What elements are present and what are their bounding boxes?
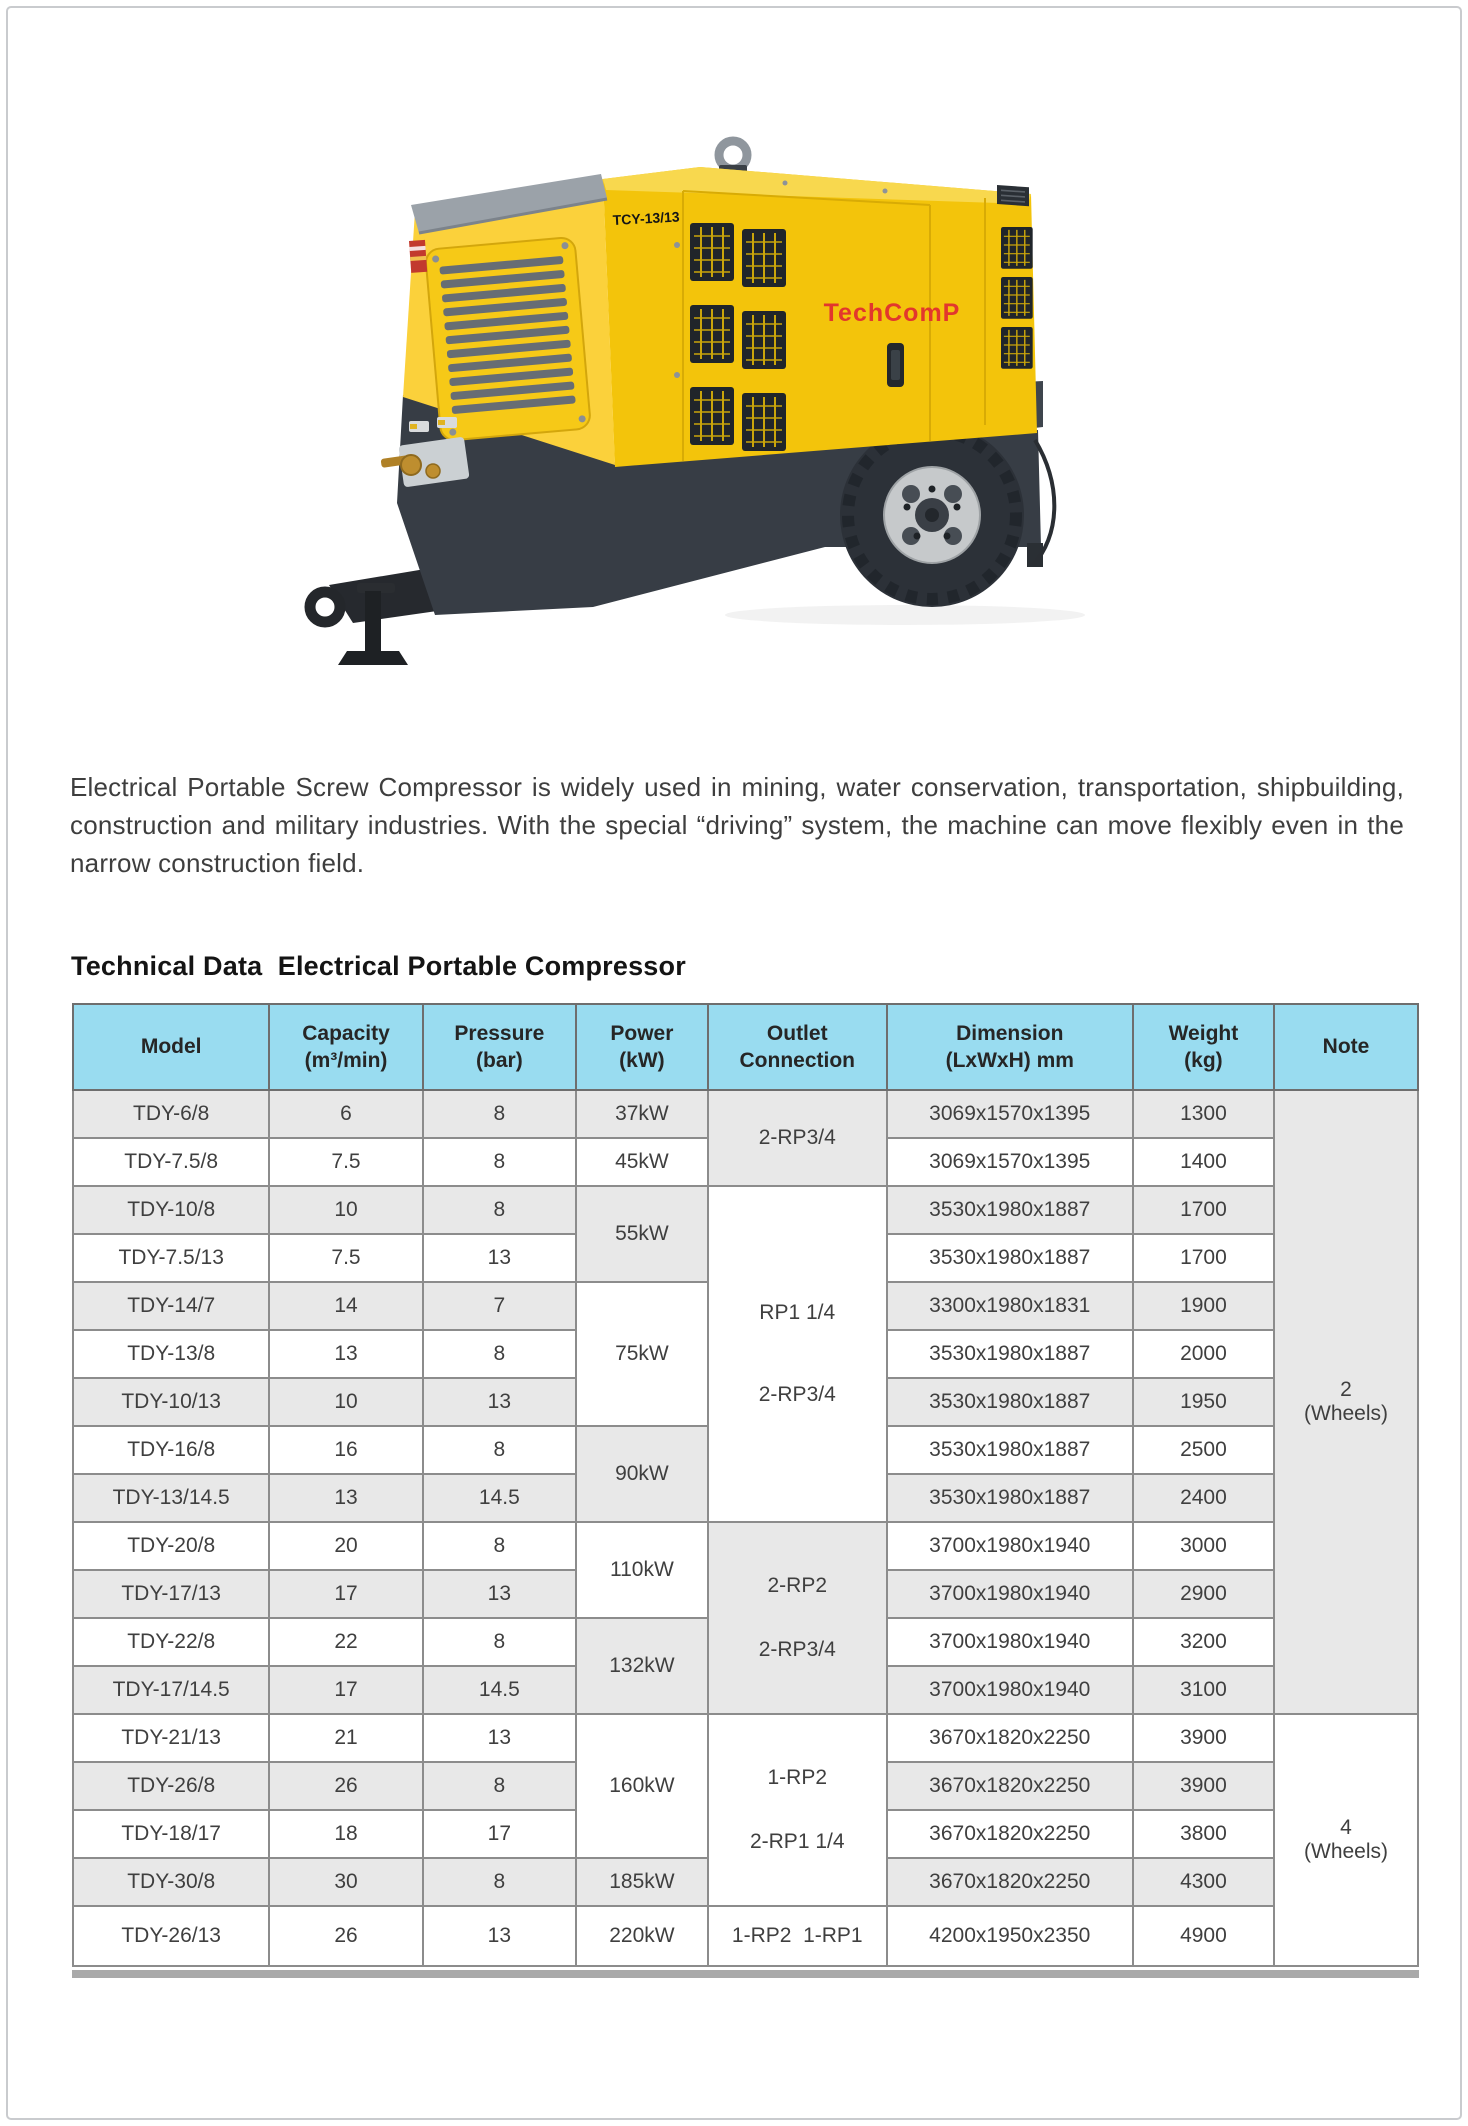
table-bottom-bar	[72, 1970, 1419, 1978]
col-header-note: Note	[1274, 1004, 1418, 1090]
cell-capacity: 6	[269, 1090, 422, 1138]
cell-capacity: 16	[269, 1426, 422, 1474]
cell-power: 110kW	[576, 1522, 708, 1618]
cell-capacity: 26	[269, 1762, 422, 1810]
cell-weight: 4900	[1133, 1906, 1274, 1966]
cell-model: TDY-26/13	[73, 1906, 269, 1966]
cell-capacity: 14	[269, 1282, 422, 1330]
cell-capacity: 17	[269, 1570, 422, 1618]
cell-power: 37kW	[576, 1090, 708, 1138]
cell-pressure: 14.5	[423, 1474, 576, 1522]
cell-capacity: 13	[269, 1474, 422, 1522]
cell-capacity: 17	[269, 1666, 422, 1714]
cell-power: 185kW	[576, 1858, 708, 1906]
cell-dimension: 3670x1820x2250	[887, 1810, 1133, 1858]
cell-power: 90kW	[576, 1426, 708, 1522]
col-header-pressure: Pressure (bar)	[423, 1004, 576, 1090]
cell-capacity: 18	[269, 1810, 422, 1858]
cell-dimension: 3530x1980x1887	[887, 1186, 1133, 1234]
front-outlet-valves	[381, 417, 470, 487]
cell-pressure: 13	[423, 1234, 576, 1282]
cell-power: 75kW	[576, 1282, 708, 1426]
cell-weight: 1400	[1133, 1138, 1274, 1186]
cell-model: TDY-7.5/13	[73, 1234, 269, 1282]
table-row	[73, 1714, 1418, 1762]
ground-shadow	[725, 605, 1085, 625]
cell-model: TDY-10/13	[73, 1378, 269, 1426]
spec-table-head	[73, 1004, 1418, 1090]
cell-model: TDY-16/8	[73, 1426, 269, 1474]
cell-model: TDY-22/8	[73, 1618, 269, 1666]
cell-weight: 2500	[1133, 1426, 1274, 1474]
cell-weight: 3000	[1133, 1522, 1274, 1570]
cell-capacity: 13	[269, 1330, 422, 1378]
cell-pressure: 8	[423, 1618, 576, 1666]
cell-dimension: 3700x1980x1940	[887, 1522, 1133, 1570]
header-row	[73, 1004, 1418, 1090]
table-row	[73, 1090, 1418, 1138]
cell-weight: 3200	[1133, 1618, 1274, 1666]
roof-grille	[997, 185, 1029, 206]
cell-model: TDY-17/13	[73, 1570, 269, 1618]
cell-pressure: 8	[423, 1858, 576, 1906]
cell-pressure: 8	[423, 1762, 576, 1810]
cell-capacity: 10	[269, 1378, 422, 1426]
model-marking-text: TCY-13/13	[612, 208, 681, 228]
cell-dimension: 3670x1820x2250	[887, 1858, 1133, 1906]
cell-model: TDY-14/7	[73, 1282, 269, 1330]
col-header-power: Power (kW)	[576, 1004, 708, 1090]
cell-weight: 1950	[1133, 1378, 1274, 1426]
cell-pressure: 8	[423, 1090, 576, 1138]
cell-dimension: 3670x1820x2250	[887, 1762, 1133, 1810]
cell-capacity: 22	[269, 1618, 422, 1666]
compressor-product-image	[285, 95, 1085, 670]
cell-model: TDY-20/8	[73, 1522, 269, 1570]
cell-dimension: 3530x1980x1887	[887, 1234, 1133, 1282]
cell-weight: 3800	[1133, 1810, 1274, 1858]
table-row	[73, 1522, 1418, 1570]
cell-model: TDY-18/17	[73, 1810, 269, 1858]
cell-pressure: 8	[423, 1330, 576, 1378]
cell-weight: 1900	[1133, 1282, 1274, 1330]
cell-capacity: 20	[269, 1522, 422, 1570]
cell-note: 4 (Wheels)	[1274, 1714, 1418, 1966]
cell-outlet: 2-RP3/4	[708, 1090, 887, 1186]
cell-weight: 3900	[1133, 1762, 1274, 1810]
cell-model: TDY-21/13	[73, 1714, 269, 1762]
cell-dimension: 3069x1570x1395	[887, 1138, 1133, 1186]
cell-model: TDY-17/14.5	[73, 1666, 269, 1714]
cell-dimension: 3530x1980x1887	[887, 1378, 1133, 1426]
cell-note: 2 (Wheels)	[1274, 1090, 1418, 1714]
cell-outlet: 1-RP2 1-RP1	[708, 1906, 887, 1966]
cell-weight: 2900	[1133, 1570, 1274, 1618]
cell-outlet: 2-RP2 2-RP3/4	[708, 1522, 887, 1714]
spec-table-body	[73, 1090, 1418, 1966]
cell-pressure: 8	[423, 1186, 576, 1234]
wheel	[840, 423, 1024, 607]
cell-model: TDY-30/8	[73, 1858, 269, 1906]
cell-weight: 1700	[1133, 1234, 1274, 1282]
section-title: Technical Data Electrical Portable Compressor	[71, 951, 686, 982]
col-header-capacity: Capacity (m³/min)	[269, 1004, 422, 1090]
louver-door	[425, 237, 591, 441]
cell-pressure: 8	[423, 1522, 576, 1570]
cell-weight: 3100	[1133, 1666, 1274, 1714]
brand-sticker	[409, 240, 427, 273]
cell-pressure: 13	[423, 1378, 576, 1426]
cell-weight: 1700	[1133, 1186, 1274, 1234]
cell-dimension: 3530x1980x1887	[887, 1330, 1133, 1378]
cell-model: TDY-13/8	[73, 1330, 269, 1378]
cell-power: 45kW	[576, 1138, 708, 1186]
spec-table	[72, 1003, 1419, 1967]
cell-power: 55kW	[576, 1186, 708, 1282]
cell-capacity: 7.5	[269, 1138, 422, 1186]
cell-model: TDY-26/8	[73, 1762, 269, 1810]
cell-capacity: 10	[269, 1186, 422, 1234]
cell-model: TDY-6/8	[73, 1090, 269, 1138]
col-header-weight: Weight (kg)	[1133, 1004, 1274, 1090]
cell-dimension: 3700x1980x1940	[887, 1618, 1133, 1666]
table-row	[73, 1186, 1418, 1234]
cell-dimension: 3670x1820x2250	[887, 1714, 1133, 1762]
table-row	[73, 1906, 1418, 1966]
door-handle	[887, 343, 904, 387]
cell-capacity: 26	[269, 1906, 422, 1966]
cell-dimension: 3530x1980x1887	[887, 1426, 1133, 1474]
brand-logo-text: TechComP	[823, 299, 961, 327]
cell-pressure: 8	[423, 1138, 576, 1186]
technical-data-table-wrap	[72, 1003, 1419, 1978]
cell-weight: 2400	[1133, 1474, 1274, 1522]
cell-model: TDY-7.5/8	[73, 1138, 269, 1186]
cell-model: TDY-13/14.5	[73, 1474, 269, 1522]
cell-dimension: 3700x1980x1940	[887, 1666, 1133, 1714]
cell-pressure: 14.5	[423, 1666, 576, 1714]
cell-power: 160kW	[576, 1714, 708, 1858]
cell-outlet: RP1 1/4 2-RP3/4	[708, 1186, 887, 1522]
cell-pressure: 8	[423, 1426, 576, 1474]
rear-vent-grilles	[1001, 227, 1033, 369]
cell-power: 132kW	[576, 1618, 708, 1714]
cell-dimension: 3530x1980x1887	[887, 1474, 1133, 1522]
cell-dimension: 3300x1980x1831	[887, 1282, 1133, 1330]
cell-weight: 1300	[1133, 1090, 1274, 1138]
cell-pressure: 7	[423, 1282, 576, 1330]
col-header-model: Model	[73, 1004, 269, 1090]
col-header-dimension: Dimension (LxWxH) mm	[887, 1004, 1133, 1090]
cell-outlet: 1-RP2 2-RP1 1/4	[708, 1714, 887, 1906]
cell-weight: 2000	[1133, 1330, 1274, 1378]
cell-capacity: 21	[269, 1714, 422, 1762]
cell-pressure: 13	[423, 1714, 576, 1762]
cell-pressure: 13	[423, 1906, 576, 1966]
cell-capacity: 30	[269, 1858, 422, 1906]
cell-pressure: 17	[423, 1810, 576, 1858]
cell-weight: 4300	[1133, 1858, 1274, 1906]
cell-dimension: 3069x1570x1395	[887, 1090, 1133, 1138]
cell-weight: 3900	[1133, 1714, 1274, 1762]
col-header-outlet: Outlet Connection	[708, 1004, 887, 1090]
cell-capacity: 7.5	[269, 1234, 422, 1282]
product-description: Electrical Portable Screw Compressor is widely used in mining, water conservation, transportation, shipbuilding, construction and military industries. With the special “driving” system, the machine can move flexibly even in the narrow construction field.	[70, 772, 1404, 878]
cell-dimension: 3700x1980x1940	[887, 1570, 1133, 1618]
cell-model: TDY-10/8	[73, 1186, 269, 1234]
cell-dimension: 4200x1950x2350	[887, 1906, 1133, 1966]
cell-power: 220kW	[576, 1906, 708, 1966]
cell-pressure: 13	[423, 1570, 576, 1618]
